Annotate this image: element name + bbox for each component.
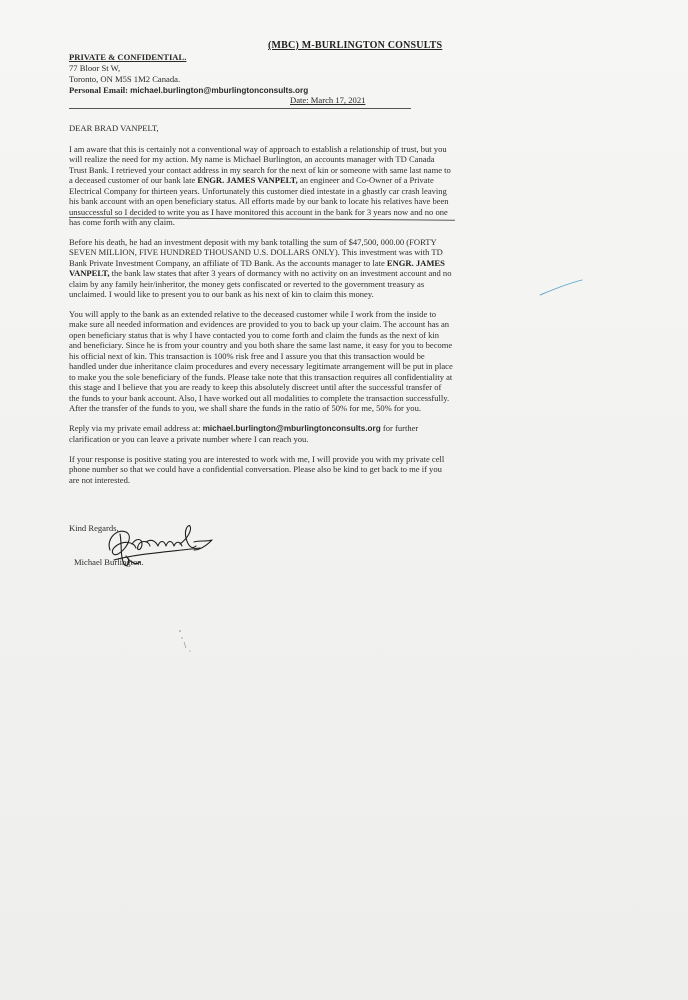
paragraph-1-text-b: an engineer and Co-Owner of a Private Electrical Company for thirteen years. Unfortunately this customer died intestate in a ghastly car crash leaving his bank account with an open beneficiary status. All efforts made by our bank to locate his relatives have been unsuccessful so I decided to write you as I have monitored this account in the bank for 3 years now and no one has come forth with any claim.	[69, 175, 449, 227]
paragraph-2	[69, 237, 453, 300]
email-row	[69, 85, 308, 96]
address-line-1: 77 Bloor St W,	[69, 63, 121, 73]
sign-off: Kind Regards,	[69, 523, 119, 533]
deceased-name: ENGR. JAMES VANPELT,	[197, 175, 298, 185]
paragraph-5: If your response is positive stating you are interested to work with me, I will provide you with my private cell phone number so that we could have a confidential conversation. Please also be kind to get back to me if you are not interested.	[69, 453, 445, 485]
confidential-label: PRIVATE & CONFIDENTIAL.	[69, 52, 187, 62]
deceased-name: ENGR. JAMES VANPELT,	[69, 257, 445, 278]
letter-body	[69, 123, 453, 494]
paper-specks	[176, 628, 196, 654]
header-divider	[69, 108, 411, 109]
sender-header	[69, 52, 308, 96]
paragraph-4-text-b: for further clarification or you can leave a private number where I can reach you.	[69, 422, 419, 444]
paragraph-1-text-a: I am aware that this is certainly not a conventional way of approach to establish a relationship of trust, but you will realize the need for my action. My name is Michael Burlington, an accounts manager with TD Canada Trust Bank. I retrieved your contact address in my search for the next of kin or someone with same last name to a deceased customer of our bank late	[69, 143, 451, 185]
letter-date: Date: March 17, 2021	[290, 95, 366, 105]
email-label: Personal Email:	[69, 85, 128, 95]
paragraph-3: You will apply to the bank as an extended relative to the deceased customer while I work from the inside to make sure all needed information and evidences are provided to you to back up your claim. The account has an open beneficiary status that is why I have contacted you to come forth and claim the funds as the next of kin and beneficiary. Since he is from your country and you both share the same last name, it easy for you to become his official next of kin. This transaction is 100% risk free and I assure you that this transaction would be handled under due inheritance claim procedures and every necessary legitimate arrangement will be put in place to make you the sole beneficiary of the funds. Please take note that this transaction requires all confidentiality at this stage and I believe that you are ready to keep this absolutely discreet until after the successful transfer of the funds to your bank account. Also, I have worked out all modalities to complete the transaction successfully. After the transfer of the funds to you, we shall share the funds in the ratio of 50% for me, 50% for you.	[69, 308, 453, 413]
email-value: michael.burlington@mburlingtonconsults.org	[130, 86, 309, 95]
paragraph-1	[69, 144, 453, 228]
paragraph-4	[69, 423, 453, 445]
address-line-2: Toronto, ON M5S 1M2 Canada.	[69, 74, 181, 84]
stray-pen-mark	[538, 278, 584, 298]
letterhead: (MBC) M-BURLINGTON CONSULTS	[268, 40, 443, 51]
handwritten-signature	[96, 520, 226, 572]
paragraph-2-text-b: the bank law states that after 3 years of dormancy with no activity on an investment account and no claim by any family heir/inheritor, the money gets confiscated or reverted to the government treasury as unclaimed. I would like to present you to our bank as his next of kin to claim this money.	[69, 268, 452, 299]
salutation: DEAR BRAD VANPELT,	[69, 123, 159, 133]
reply-email: michael.burlington@mburlingtonconsults.org	[202, 423, 381, 433]
paragraph-4-text-a: Reply via my private email address at:	[69, 422, 203, 433]
signer-name: Michael Burlington.	[74, 557, 144, 567]
paragraph-2-text-a: Before his death, he had an investment deposit with my bank totalling the sum of $47,500, 000.00 (FORTY SEVEN MILLION, FIVE HUNDRED THOUSAND U.S. DOLLARS ONLY). This investment was with TD Bank Private Investment Company, an affiliate of TD Bank. As the accounts manager to late	[69, 236, 443, 268]
